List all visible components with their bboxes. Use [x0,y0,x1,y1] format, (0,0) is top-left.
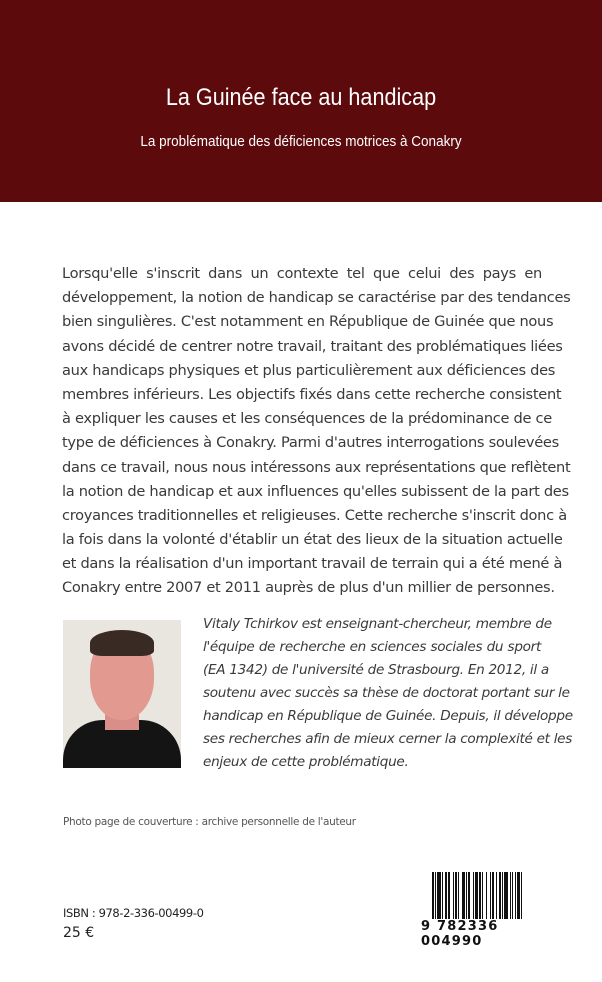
isbn: ISBN : 978-2-336-00499-0 [63,906,204,920]
text-line: l'équipe de recherche en sciences sociales du sport [203,639,541,655]
author-bio [203,613,573,774]
text-line: membres inférieurs. Les objectifs fixés dans cette recherche consistent [62,385,562,403]
text-line: Conakry entre 2007 et 2011 auprès de plus d'un millier de personnes. [62,579,555,597]
barcode-bar [521,872,522,924]
text-line: dans ce travail, nous nous intéressons aux représentations que reflètent [62,458,571,476]
book-title: La Guinée face au handicap [165,84,437,111]
text-line: Vitaly Tchirkov est enseignant-chercheur, membre de [203,616,552,632]
cover-header [0,0,602,202]
text-line: à expliquer les causes et les conséquences de la prédominance de ce [62,410,552,428]
text-line: et dans la réalisation d'un important travail de terrain qui a été mené à [62,555,563,573]
text-line: (EA 1342) de l'université de Strasbourg. En 2012, il a [203,662,549,678]
photo-credit: Photo page de couverture : archive personnelle de l'auteur [63,816,356,828]
text-line: bien singulières. C'est notamment en République de Guinée que nous [62,313,554,331]
book-subtitle: La problématique des déficiences motrices à Conakry [140,133,462,150]
text-line: avons décidé de centrer notre travail, traitant des problématiques liées [62,337,563,355]
barcode [420,872,558,949]
text-line: soutenu avec succès sa thèse de doctorat portant sur le [203,685,570,701]
barcode-digits: 9 782336 004990 [420,919,558,949]
text-line: Lorsqu'elle s'inscrit dans un contexte tel que celui des pays en [62,265,542,282]
text-line: type de déficiences à Conakry. Parmi d'autres interrogations soulevées [62,434,559,452]
price: 25 € [63,925,95,941]
text-line: enjeux de cette problématique. [203,754,409,770]
text-line: la fois dans la volonté d'établir un état des lieux de la situation actuelle [62,531,563,549]
text-line: croyances traditionnelles et religieuses. Cette recherche s'inscrit donc à [62,506,567,524]
book-summary [62,262,571,601]
author-photo [63,620,181,768]
text-line: aux handicaps physiques et plus particulièrement aux déficiences des [62,361,556,379]
text-line: ses recherches afin de mieux cerner la complexité et les [203,731,573,747]
text-line: la notion de handicap et aux influences qu'elles subissent de la part des [62,482,569,500]
text-line: handicap en République de Guinée. Depuis, il développe [203,708,573,724]
text-line: développement, la notion de handicap se caractérise par des tendances [62,289,571,307]
barcode-bars [432,872,556,924]
